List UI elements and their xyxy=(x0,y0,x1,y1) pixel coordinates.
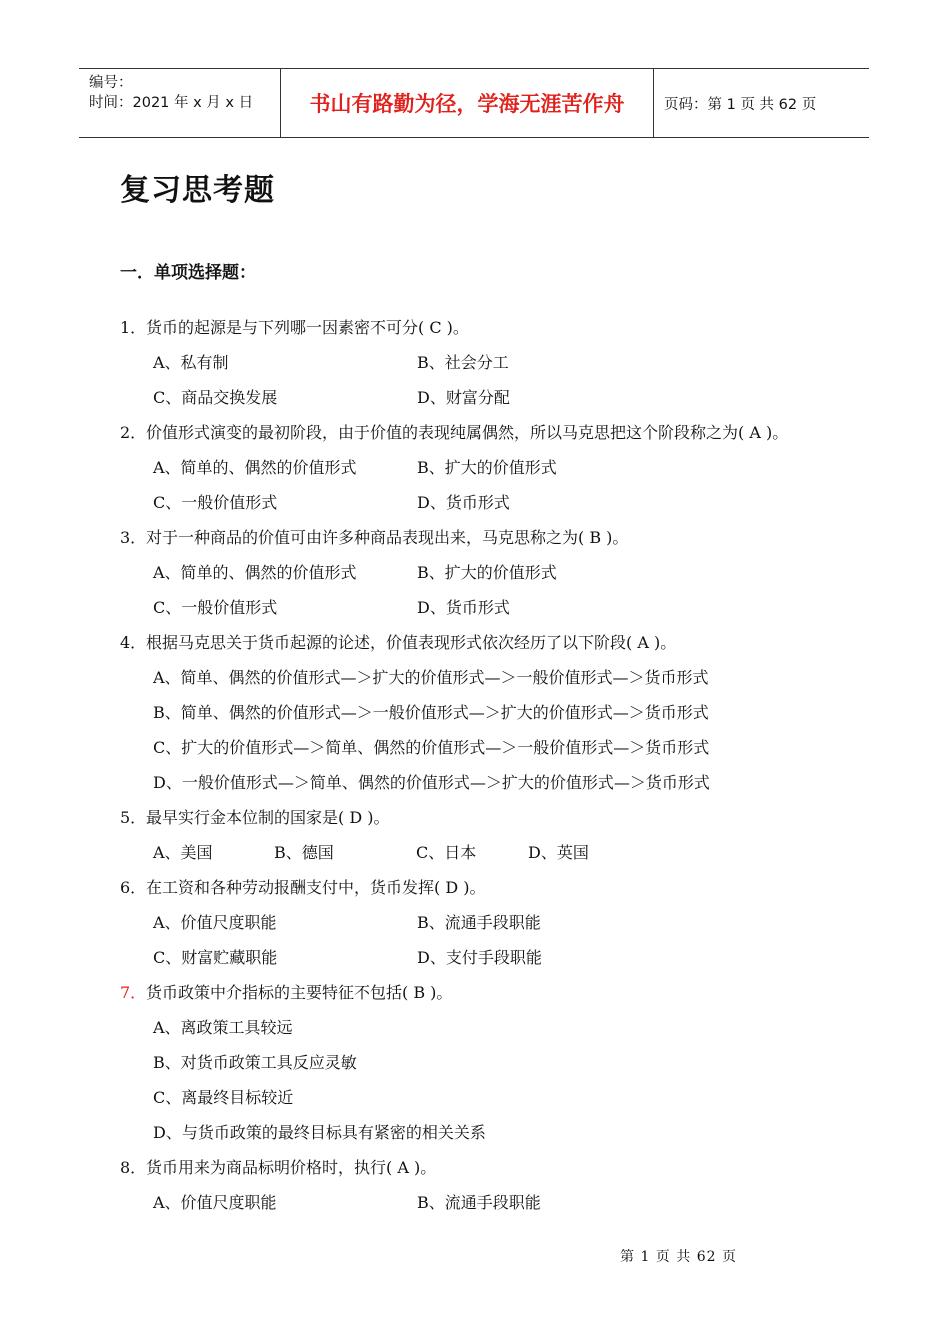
answer-option: A、简单、偶然的价值形式—＞扩大的价值形式—＞一般价值形式—＞货币形式 xyxy=(153,668,709,687)
answer-option: C、扩大的价值形式—＞简单、偶然的价值形式—＞一般价值形式—＞货币形式 xyxy=(153,738,710,757)
question-stem xyxy=(120,415,840,450)
header-page-label: 页码：第 1 页 共 62 页 xyxy=(664,96,817,113)
answer-option: D、货币形式 xyxy=(417,493,510,512)
question-number: 7． xyxy=(120,983,147,1002)
document-time-label: 时间：2021 年 x 月 x 日 xyxy=(89,95,254,111)
answer-option: B、社会分工 xyxy=(417,353,509,372)
question-number: 6． xyxy=(120,878,147,897)
option-row xyxy=(120,695,840,730)
question-stem xyxy=(120,310,840,345)
option-row xyxy=(120,555,840,590)
question-number: 2． xyxy=(120,423,147,442)
answer-option: B、扩大的价值形式 xyxy=(417,458,557,477)
option-row xyxy=(120,485,840,520)
section-heading: 一．单项选择题： xyxy=(120,263,256,283)
answer-option: C、商品交换发展 xyxy=(153,388,278,407)
answer-option: A、美国 xyxy=(153,843,213,862)
answer-option: C、财富贮藏职能 xyxy=(153,948,278,967)
option-row xyxy=(120,380,840,415)
answer-option: C、一般价值形式 xyxy=(153,598,278,617)
answer-option: B、简单、偶然的价值形式—＞一般价值形式—＞扩大的价值形式—＞货币形式 xyxy=(153,703,709,722)
question-text: 根据马克思关于货币起源的论述，价值表现形式依次经历了以下阶段( A )。 xyxy=(146,633,677,652)
question-text: 在工资和各种劳动报酬支付中，货币发挥( D )。 xyxy=(146,878,486,897)
option-row xyxy=(120,1185,840,1220)
header-motto: 书山有路勤为径，学海无涯苦作舟 xyxy=(281,69,654,137)
question-stem xyxy=(120,870,840,905)
header-left-cell xyxy=(79,69,281,137)
question-number: 8． xyxy=(120,1158,147,1177)
question-list xyxy=(120,310,840,1220)
answer-option: B、流通手段职能 xyxy=(417,1193,541,1212)
answer-option: D、货币形式 xyxy=(417,598,510,617)
option-row xyxy=(120,940,840,975)
document-number-label: 编号： xyxy=(89,75,133,91)
option-row xyxy=(120,345,840,380)
answer-option: B、德国 xyxy=(274,843,334,862)
option-row xyxy=(120,1045,840,1080)
answer-option: A、价值尺度职能 xyxy=(153,913,277,932)
answer-option: A、私有制 xyxy=(153,353,229,372)
option-row xyxy=(120,1115,840,1150)
question-number: 3． xyxy=(120,528,147,547)
document-title: 复习思考题 xyxy=(120,173,275,208)
question-stem xyxy=(120,1150,840,1185)
answer-option: D、支付手段职能 xyxy=(417,948,542,967)
answer-option: D、一般价值形式—＞简单、偶然的价值形式—＞扩大的价值形式—＞货币形式 xyxy=(153,773,710,792)
option-row xyxy=(120,730,840,765)
question-text: 货币用来为商品标明价格时，执行( A )。 xyxy=(146,1158,437,1177)
question-stem xyxy=(120,625,840,660)
answer-option: A、离政策工具较远 xyxy=(153,1018,293,1037)
page-footer: 第 1 页 共 62 页 xyxy=(620,1249,737,1265)
option-row xyxy=(120,660,840,695)
answer-option: A、简单的、偶然的价值形式 xyxy=(153,563,357,582)
question-number: 1． xyxy=(120,318,147,337)
question-number: 4． xyxy=(120,633,147,652)
answer-option: D、与货币政策的最终目标具有紧密的相关关系 xyxy=(153,1123,486,1142)
option-row xyxy=(120,590,840,625)
header-table xyxy=(79,68,869,138)
question-stem xyxy=(120,800,840,835)
answer-option: C、日本 xyxy=(416,843,477,862)
question-stem xyxy=(120,520,840,555)
option-row xyxy=(120,450,840,485)
answer-option: A、简单的、偶然的价值形式 xyxy=(153,458,357,477)
question-stem xyxy=(120,975,840,1010)
question-text: 货币政策中介指标的主要特征不包括( B )。 xyxy=(146,983,453,1002)
question-text: 对于一种商品的价值可由许多种商品表现出来，马克思称之为( B )。 xyxy=(146,528,629,547)
answer-option: C、一般价值形式 xyxy=(153,493,278,512)
option-row xyxy=(120,765,840,800)
option-row xyxy=(120,905,840,940)
question-number: 5． xyxy=(120,808,147,827)
answer-option: D、英国 xyxy=(528,843,589,862)
question-text: 货币的起源是与下列哪一因素密不可分( C )。 xyxy=(146,318,469,337)
question-text: 价值形式演变的最初阶段，由于价值的表现纯属偶然，所以马克思把这个阶段称之为( A )。 xyxy=(146,423,789,442)
answer-option: D、财富分配 xyxy=(417,388,510,407)
option-row xyxy=(120,835,840,870)
option-row xyxy=(120,1010,840,1045)
question-text: 最早实行金本位制的国家是( D )。 xyxy=(146,808,390,827)
answer-option: B、流通手段职能 xyxy=(417,913,541,932)
answer-option: B、对货币政策工具反应灵敏 xyxy=(153,1053,357,1072)
answer-option: C、离最终目标较近 xyxy=(153,1088,294,1107)
answer-option: A、价值尺度职能 xyxy=(153,1193,277,1212)
option-row xyxy=(120,1080,840,1115)
answer-option: B、扩大的价值形式 xyxy=(417,563,557,582)
